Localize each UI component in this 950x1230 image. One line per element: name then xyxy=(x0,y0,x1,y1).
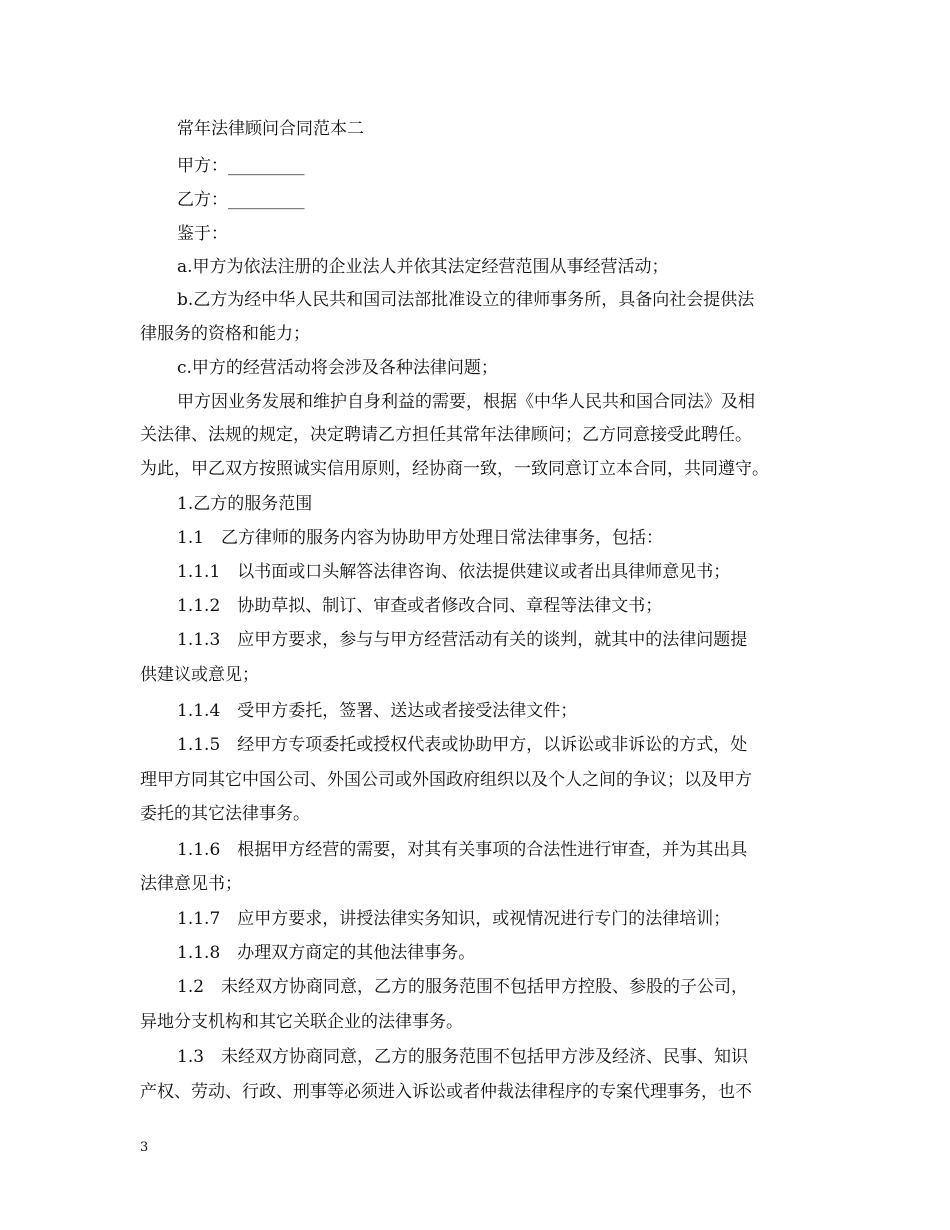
text-line: 1.1.5 经甲方专项委托或授权代表或协助甲方，以诉讼或非诉讼的方式，处 xyxy=(177,735,748,755)
text-line: 1.1.3 应甲方要求，参与与甲方经营活动有关的谈判，就其中的法律问题提 xyxy=(177,630,748,650)
party-a-line: 甲方：_________ xyxy=(177,156,305,176)
text-line: 为此，甲乙双方按照诚实信用原则，经协商一致，一致同意订立本合同，共同遵守。 xyxy=(140,459,769,479)
text-line: 异地分支机构和其它关联企业的法律事务。 xyxy=(140,1012,463,1032)
text-line: 甲方因业务发展和维护自身利益的需要，根据《中华人民共和国合同法》及相 xyxy=(177,392,755,412)
text-line: 1.3 未经双方协商同意，乙方的服务范围不包括甲方涉及经济、民事、知识 xyxy=(177,1047,749,1067)
text-line: 律服务的资格和能力； xyxy=(140,324,310,344)
text-line: a.甲方为依法注册的企业法人并依其法定经营范围从事经营活动； xyxy=(177,257,669,277)
text-line: 1.1.6 根据甲方经营的需要，对其有关事项的合法性进行审查，并为其出具 xyxy=(177,840,748,860)
text-line: 法律意见书； xyxy=(140,874,242,894)
text-line: 1.1.2 协助草拟、制订、审查或者修改合同、章程等法律文书； xyxy=(177,596,663,616)
text-line: 关法律、法规的规定，决定聘请乙方担任其常年法律顾问；乙方同意接受此聘任。 xyxy=(140,425,752,445)
party-b-line: 乙方：_________ xyxy=(177,190,305,210)
text-line: 1.1.1 以书面或口头解答法律咨询、依法提供建议或者出具律师意见书； xyxy=(177,562,731,582)
text-line: 供建议或意见； xyxy=(140,665,259,685)
page-number: 3 xyxy=(140,1140,149,1155)
text-line: b.乙方为经中华人民共和国司法部批准设立的律师事务所，具备向社会提供法 xyxy=(177,290,755,310)
text-line: 1.2 未经双方协商同意，乙方的服务范围不包括甲方控股、参股的子公司， xyxy=(177,977,749,997)
text-line: 委托的其它法律事务。 xyxy=(140,804,310,824)
section-heading: 1.乙方的服务范围 xyxy=(177,494,313,514)
text-line: 1.1.8 办理双方商定的其他法律事务。 xyxy=(177,943,476,963)
text-line: 1.1.4 受甲方委托，签署、送达或者接受法律文件； xyxy=(177,701,578,721)
text-line: c.甲方的经营活动将会涉及各种法律问题； xyxy=(177,358,498,378)
text-line: 1.1.7 应甲方要求，讲授法律实务知识，或视情况进行专门的法律培训； xyxy=(177,909,731,929)
whereas-heading: 鉴于： xyxy=(177,224,228,244)
text-line: 1.1 乙方律师的服务内容为协助甲方处理日常法律事务，包括： xyxy=(177,528,664,548)
document-title: 常年法律顾问合同范本二 xyxy=(177,119,364,139)
text-line: 理甲方同其它中国公司、外国公司或外国政府组织以及个人之间的争议；以及甲方 xyxy=(140,770,752,790)
text-line: 产权、劳动、行政、刑事等必须进入诉讼或者仲裁法律程序的专案代理事务，也不 xyxy=(140,1082,752,1102)
